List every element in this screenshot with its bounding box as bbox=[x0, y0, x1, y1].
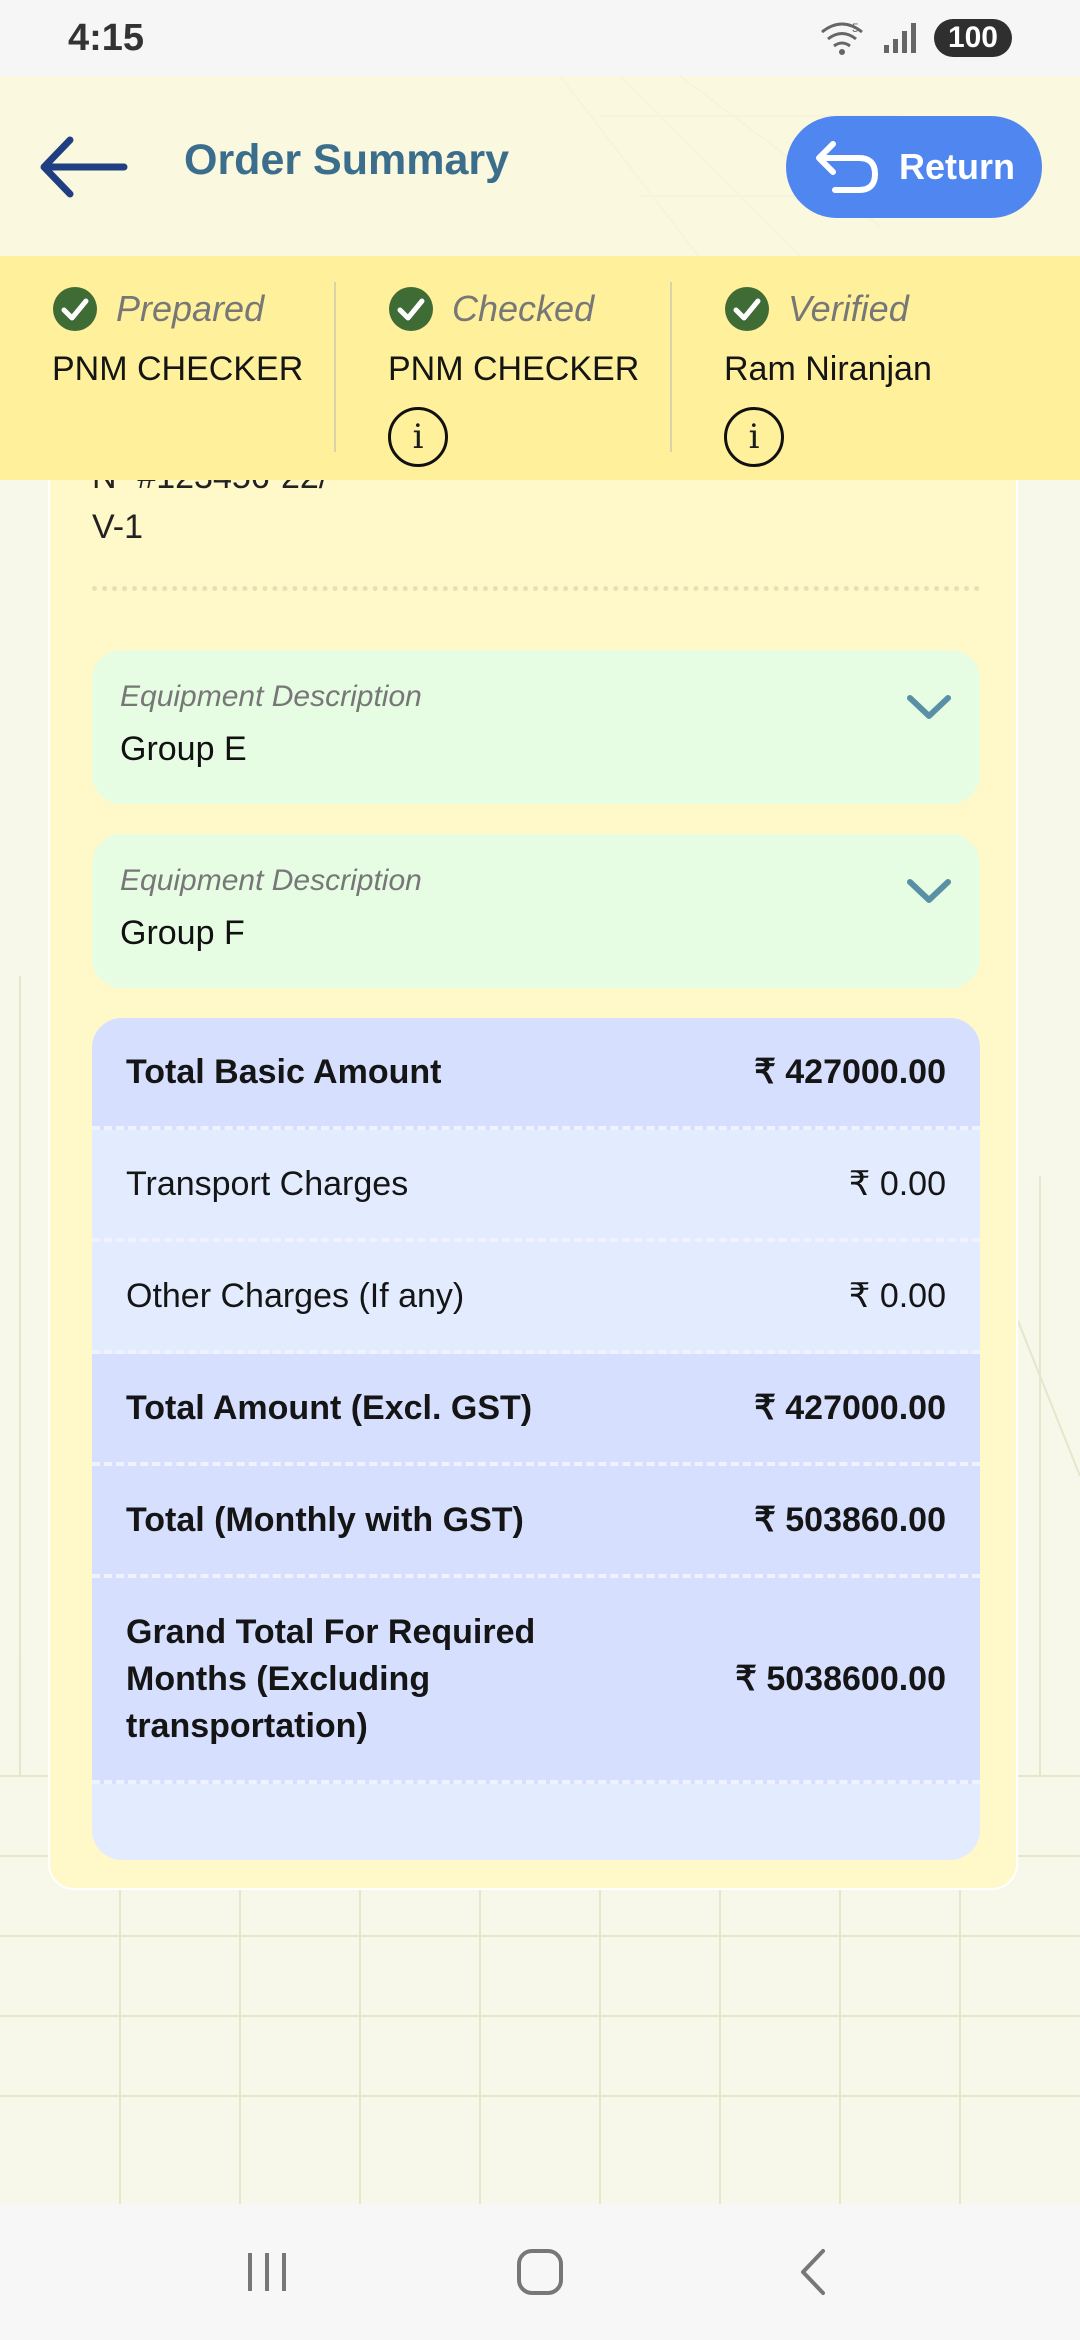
check-circle-icon bbox=[52, 286, 98, 332]
transport-charges-row bbox=[92, 1130, 980, 1242]
status-bar bbox=[0, 0, 1080, 76]
equipment-label: Equipment Description bbox=[120, 864, 422, 897]
status-time: 4:15 bbox=[68, 16, 145, 59]
row-label: Grand Total For Required Months (Excluding transportation) bbox=[126, 1612, 536, 1745]
check-circle-icon bbox=[724, 286, 770, 332]
page-title: Order Summary bbox=[184, 136, 510, 184]
order-summary-card bbox=[48, 400, 1018, 1890]
approval-name: PNM CHECKER bbox=[388, 350, 640, 388]
chevron-down-icon bbox=[904, 690, 954, 724]
approval-verified bbox=[672, 256, 1008, 480]
home-button[interactable] bbox=[495, 2227, 585, 2317]
totals-table bbox=[92, 1018, 980, 1860]
row-label: Total Amount (Excl. GST) bbox=[126, 1388, 533, 1427]
return-label: Return bbox=[899, 146, 1015, 187]
system-nav-bar bbox=[0, 2204, 1080, 2340]
recent-apps-icon bbox=[242, 2249, 292, 2295]
row-label: Total Basic Amount bbox=[126, 1052, 442, 1091]
return-icon bbox=[813, 138, 883, 196]
order-version: V-1 bbox=[92, 508, 144, 546]
info-icon[interactable]: i bbox=[388, 407, 448, 467]
row-label: Total (Monthly with GST) bbox=[126, 1500, 524, 1539]
dotted-divider bbox=[92, 586, 980, 591]
svg-text:5: 5 bbox=[851, 21, 859, 35]
row-label: Transport Charges bbox=[126, 1164, 409, 1203]
equipment-group-e[interactable] bbox=[92, 650, 980, 804]
back-icon bbox=[793, 2247, 833, 2297]
grand-total-row bbox=[92, 1578, 980, 1784]
status-icons bbox=[818, 19, 1012, 57]
row-value: ₹ 0.00 bbox=[848, 1165, 946, 1203]
approval-name: Ram Niranjan bbox=[724, 350, 932, 388]
row-value: ₹ 427000.00 bbox=[754, 1389, 946, 1427]
chevron-down-icon bbox=[904, 874, 954, 908]
battery-icon: 100 bbox=[934, 19, 1012, 57]
equipment-value: Group E bbox=[120, 730, 247, 768]
return-button[interactable] bbox=[786, 116, 1042, 218]
total-monthly-gst-row bbox=[92, 1466, 980, 1578]
approval-prepared bbox=[0, 256, 336, 480]
back-button[interactable] bbox=[768, 2227, 858, 2317]
row-label: Other Charges (If any) bbox=[126, 1276, 465, 1315]
approval-stage: Verified bbox=[788, 288, 909, 329]
info-icon[interactable]: i bbox=[724, 407, 784, 467]
back-arrow-icon[interactable] bbox=[34, 132, 130, 202]
approval-head bbox=[724, 286, 1008, 332]
row-value: ₹ 427000.00 bbox=[754, 1053, 946, 1091]
approval-checked bbox=[336, 256, 672, 480]
other-charges-row bbox=[92, 1242, 980, 1354]
equipment-label: Equipment Description bbox=[120, 680, 422, 713]
home-icon bbox=[515, 2247, 565, 2297]
approval-strip bbox=[0, 256, 1080, 480]
header bbox=[0, 76, 1080, 256]
signal-icon bbox=[882, 21, 918, 55]
row-value: ₹ 0.00 bbox=[848, 1277, 946, 1315]
wifi-icon bbox=[818, 20, 866, 56]
row-value: ₹ 5038600.00 bbox=[735, 1660, 946, 1698]
approval-head bbox=[52, 286, 336, 332]
recent-apps-button[interactable] bbox=[222, 2227, 312, 2317]
check-circle-icon bbox=[388, 286, 434, 332]
equipment-group-f[interactable] bbox=[92, 834, 980, 988]
equipment-value: Group F bbox=[120, 914, 245, 952]
total-excl-gst-row bbox=[92, 1354, 980, 1466]
row-value: ₹ 503860.00 bbox=[754, 1501, 946, 1539]
approval-head bbox=[388, 286, 672, 332]
approval-stage: Prepared bbox=[116, 288, 265, 329]
approval-name: PNM CHECKER bbox=[52, 350, 304, 388]
approval-stage: Checked bbox=[452, 288, 595, 329]
total-basic-amount-row bbox=[92, 1018, 980, 1130]
